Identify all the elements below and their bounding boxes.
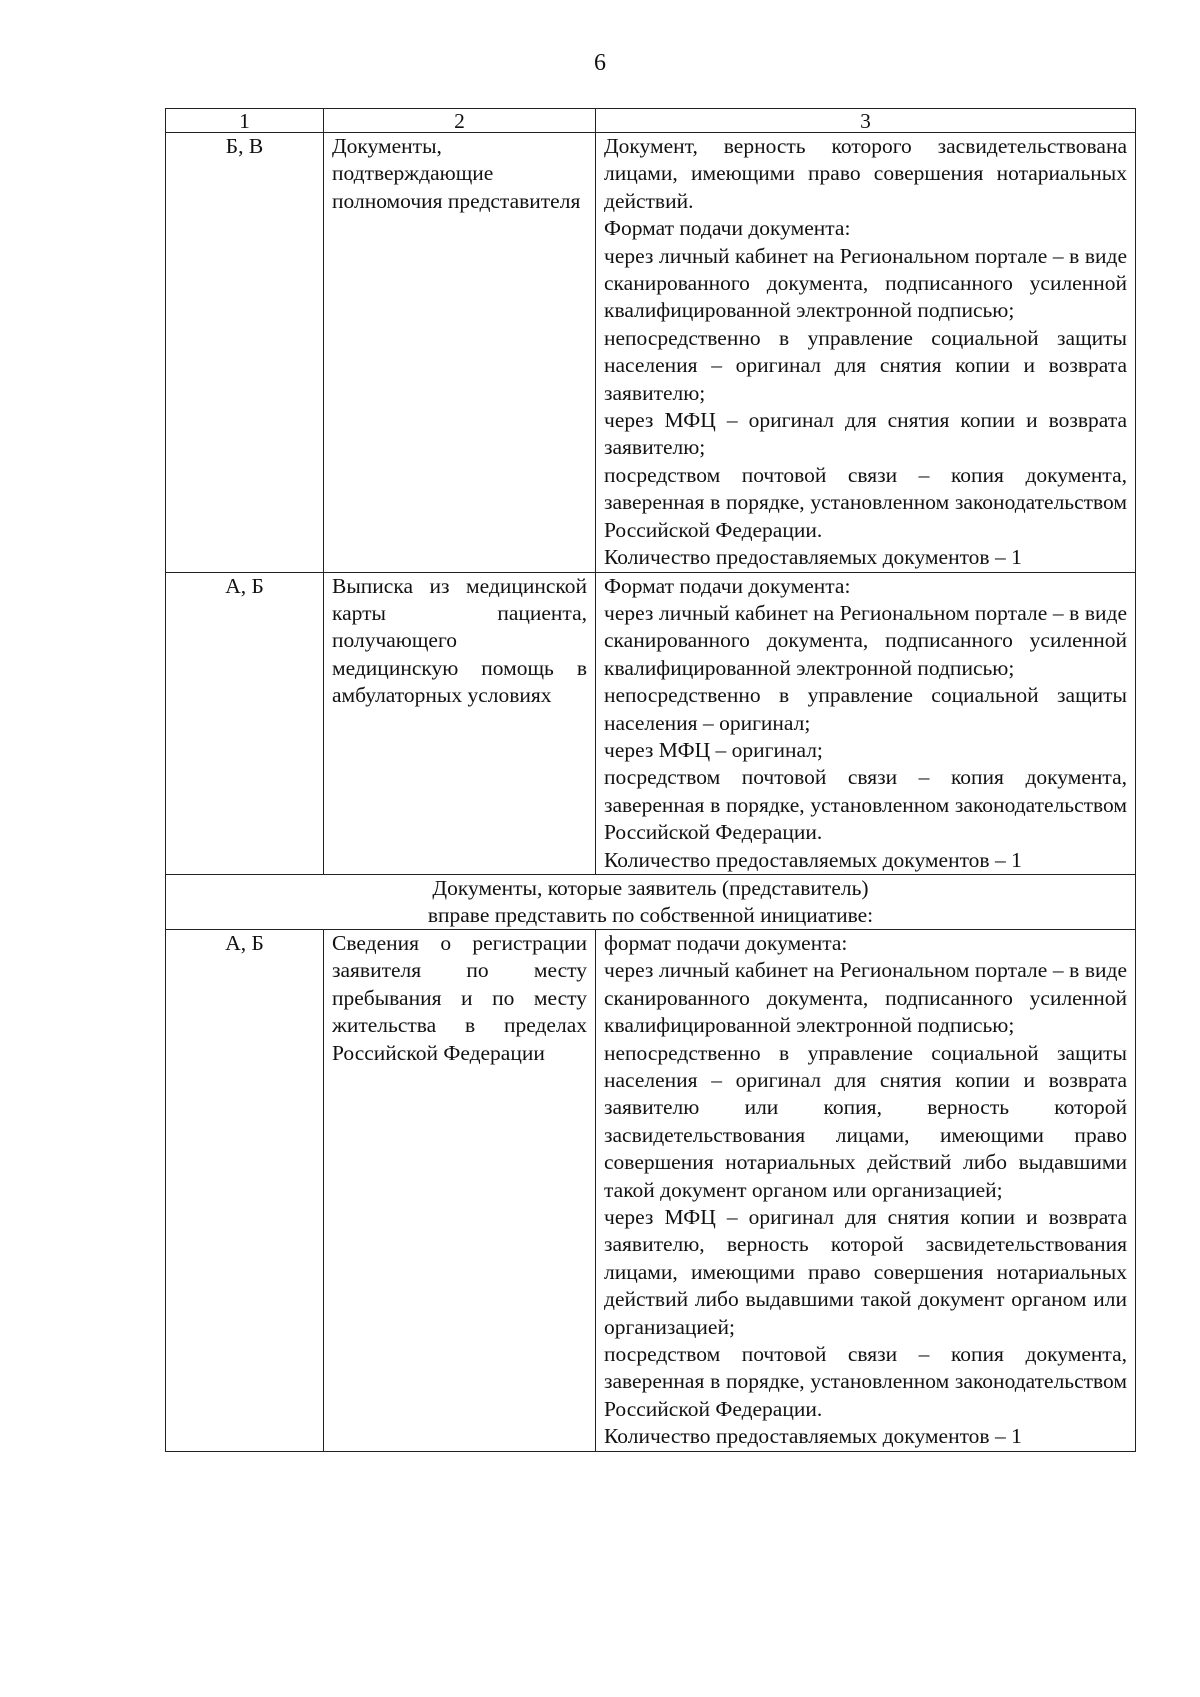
page-number: 6 — [594, 50, 606, 76]
document-name: Выписка из медицинской карты пациента, получающего медицинскую помощь в амбулаторных условиях — [324, 572, 596, 874]
column-number-2: 2 — [324, 109, 596, 133]
requirement-line: непосредственно в управление социальной защиты населения – оригинал; — [604, 683, 1127, 735]
document-requirements — [596, 929, 1136, 1451]
requirement-line: Формат подачи документа: — [604, 216, 851, 241]
table-row — [166, 929, 1136, 1451]
section-heading — [166, 874, 1136, 929]
requirement-line: Документ, верность которого засвидетельствована лицами, имеющими право совершения нотариальных действий. — [604, 134, 1127, 213]
requirement-line: через МФЦ – оригинал; — [604, 737, 823, 762]
applicant-category: А, Б — [166, 929, 324, 1451]
requirement-line: непосредственно в управление социальной защиты населения – оригинал для снятия копии и возврата заявителю или копия, верность которой засвидетельствования лицами, имеющими право совершения нотариальных действий либо выдавшими такой документ органом или организацией; — [604, 1040, 1127, 1202]
requirement-line: через МФЦ – оригинал для снятия копии и возврата заявителю; — [604, 408, 1127, 460]
requirement-line: посредством почтовой связи – копия документа, заверенная в порядке, установленном законодательством Российской Федерации. — [604, 765, 1127, 845]
section-heading-row — [166, 874, 1136, 929]
requirement-line: посредством почтовой связи – копия документа, заверенная в порядке, установленном законодательством Российской Федерации. — [604, 1342, 1127, 1421]
requirement-line: через личный кабинет на Региональном портале – в виде сканированного документа, подписанного усиленной квалифицированной электронной подписью; — [604, 958, 1127, 1038]
document-count: Количество предоставляемых документов – 1 — [604, 1424, 1022, 1449]
requirement-line: формат подачи документа: — [604, 930, 848, 955]
table-row — [166, 572, 1136, 874]
applicant-category: Б, В — [166, 133, 324, 573]
requirement-line: через личный кабинет на Региональном портале – в виде сканированного документа, подписанного усиленной квалифицированной электронной подписью; — [604, 243, 1127, 323]
requirement-line: через личный кабинет на Региональном портале – в виде сканированного документа, подписанного усиленной квалифицированной электронной подписью; — [604, 600, 1127, 680]
table-header-row — [166, 109, 1136, 133]
requirement-line: Формат подачи документа: — [604, 573, 851, 598]
document-requirements — [596, 572, 1136, 874]
document-count: Количество предоставляемых документов – 1 — [604, 545, 1022, 570]
document-name: Сведения о регистрации заявителя по месту пребывания и по месту жительства в пределах Российской Федерации — [324, 929, 596, 1451]
section-heading-line: вправе представить по собственной инициативе: — [427, 902, 874, 927]
requirement-line: посредством почтовой связи – копия документа, заверенная в порядке, установленном законодательством Российской Федерации. — [604, 462, 1127, 542]
requirement-line: непосредственно в управление социальной защиты населения – оригинал для снятия копии и возврата заявителю; — [604, 325, 1127, 405]
document-requirements — [596, 133, 1136, 573]
requirement-line: через МФЦ – оригинал для снятия копии и возврата заявителю, верность которой засвидетельствования лицами, имеющими право совершения нотариальных действий либо выдавшими такой документ органом или организацией; — [604, 1205, 1127, 1339]
section-heading-line: Документы, которые заявитель (представитель) — [432, 875, 869, 900]
documents-table — [165, 108, 1136, 1452]
document-count: Количество предоставляемых документов – 1 — [604, 847, 1022, 872]
document-name: Документы, подтверждающие полномочия представителя — [324, 133, 596, 573]
applicant-category: А, Б — [166, 572, 324, 874]
table-row — [166, 133, 1136, 573]
column-number-1: 1 — [166, 109, 324, 133]
column-number-3: 3 — [596, 109, 1136, 133]
